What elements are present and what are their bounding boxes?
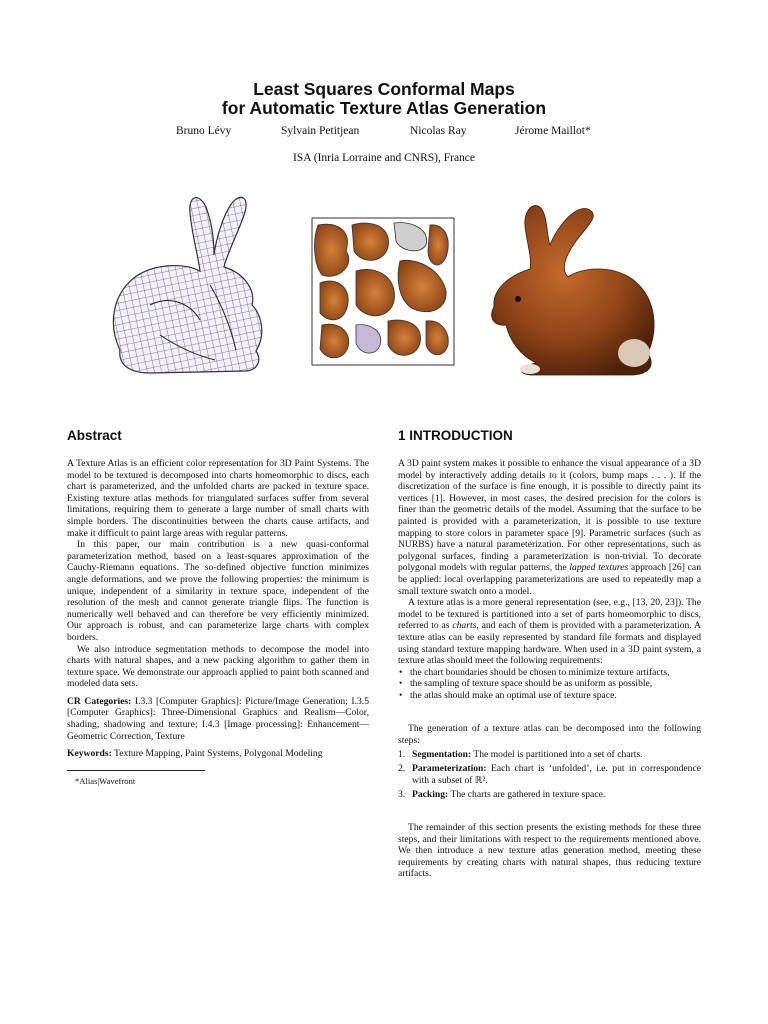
- step-number: 1.: [398, 748, 406, 760]
- intro-heading: 1 INTRODUCTION: [398, 428, 513, 443]
- charts-term: charts: [452, 620, 477, 632]
- intro-paragraph-3: The generation of a texture atlas can be decomposed into the following steps:: [398, 723, 701, 747]
- abstract-paragraph-3: We also introduce segmentation methods to decompose the model into charts with natural shapes, and a new packing algorithm to gather them in texture space. We demonstrate our approach applied to paint both scanned and modeled data sets.: [67, 643, 369, 690]
- footnote: *Alias|Wavefront: [75, 775, 136, 786]
- abstract-paragraph-2: In this paper, our main contribution is a new quasi-conformal parameterization method, based on a least-squares approximation of the Cauchy-Riemann equations. The so-defined objective function minimizes angle deformations, and we prove the following properties: the minimum is unique, independent of a similarity in texture space, independent of the resolution of the mesh and cannot generate triangle flips. The function is numerically well behaved and can therefore be very efficiently minimized. Our approach is robust, and can parameterize large charts with complex borders.: [67, 539, 369, 643]
- left-column: [67, 428, 369, 787]
- list-item: [398, 749, 701, 761]
- lapped-textures-term: lapped textures: [569, 562, 629, 574]
- keywords-text: Texture Mapping, Paint Systems, Polygonal Modeling: [114, 748, 323, 760]
- cr-categories: [67, 696, 369, 742]
- author-3: Nicolas Ray: [410, 125, 467, 137]
- step-label: Packing:: [412, 789, 449, 801]
- intro-p2-text-b: , and each of them is provided with a parameterization. A texture atlas can be easily represented by standard file formats and displayed using standard texture mapping hardware. When used in a 3D paint system, a texture atlas should meet the following requirements:: [398, 620, 701, 667]
- step-number: 3.: [398, 789, 406, 801]
- step-label: Segmentation:: [412, 748, 472, 760]
- requirements-list: [398, 667, 701, 702]
- list-item: • the chart boundaries should be chosen to minimize texture artifacts,: [398, 667, 701, 679]
- title-line-2: for Automatic Texture Atlas Generation: [221, 98, 547, 118]
- author-4: Jérome Maillot*: [515, 125, 591, 137]
- step-label: Parameterization:: [412, 763, 487, 775]
- step-number: 2.: [398, 763, 406, 775]
- author-2: Sylvain Petitjean: [281, 125, 360, 137]
- cr-text: I.3.3 [Computer Graphics]: Picture/Image Generation; I.3.5 [Computer Graphics]: Three-Dimensional Graphics and Realism—Color, shading, shadowing and texture; I.4.3 [Image processing]: Enhancement—Geometric Correction, Texture: [67, 695, 369, 742]
- affiliation: ISA (Inria Lorraine and CNRS), France: [292, 152, 476, 164]
- intro-p1-text-a: A 3D paint system makes it possible to enhance the visual appearance of a 3D model by interactively adding details to it (colors, bump maps . . . ). If the discretization of the surface is fine enough, it is possible to directly paint its vertices [1]. However, in most cases, the desired precision for the colors is finer than the geometric details of the model. Assuming that the surface to be painted is provided with a parameterization, it is possible to use texture mapping to store colors in parameter space [9]. Parametric surfaces (such as NURBS) have a natural parameterization. For other representations, such as polygonal surfaces, finding a parameterization is non-trivial. To decorate polygonal models with regular patterns, the: [398, 458, 701, 574]
- keywords-label: Keywords:: [67, 748, 112, 760]
- gridded-bunny-image: [113, 197, 261, 373]
- steps-list: [398, 749, 701, 801]
- intro-p2-text-a: A texture atlas is a more general representation (see, e.g., [13, 20, 23]). The model to be textured is partitioned into a set of parts homeomorphic to discs, referred to as: [398, 597, 701, 632]
- keywords: [67, 748, 369, 760]
- texture-atlas-image: [312, 218, 454, 365]
- intro-p1-text-b: approach [26] can be applied: local overlapping parameterizations are used to repeatedly map a small texture swatch onto a model.: [398, 562, 701, 597]
- paper-title: [0, 80, 768, 118]
- author-1: Bruno Lévy: [176, 125, 232, 137]
- teaser-figure: [0, 185, 768, 390]
- list-item: [398, 789, 701, 801]
- step-text: The model is partitioned into a set of charts.: [473, 748, 643, 760]
- list-item: [398, 763, 701, 786]
- textured-bunny-image: [492, 206, 654, 375]
- intro-paragraph-1: [398, 458, 701, 597]
- abstract-paragraph-1: A Texture Atlas is an efficient color representation for 3D Paint Systems. The model to be textured is decomposed into charts homeomorphic to discs, each chart is parameterized, and the unfolded charts are packed in texture space. Existing texture atlas methods for triangulated surfaces suffer from several limitations, requiring them to generate a large number of small charts with simple borders. The discontinuities between the charts cause artifacts, and make it difficult to paint large areas with regular patterns.: [67, 458, 369, 539]
- list-item: • the atlas should make an optimal use of texture space.: [398, 690, 701, 702]
- abstract-heading: Abstract: [67, 428, 122, 443]
- title-line-1: Least Squares Conformal Maps: [253, 79, 515, 99]
- intro-paragraph-2: [398, 597, 701, 667]
- footnote-rule: [67, 770, 205, 771]
- cr-label: CR Categories:: [67, 695, 132, 707]
- step-text: The charts are gathered in texture space.: [450, 789, 606, 801]
- intro-paragraph-4: The remainder of this section presents the existing methods for these three steps, and their limitations with respect to the requirements mentioned above. We then introduce a new texture atlas generation method, meeting these requirements by creating charts with natural shapes, thus reducing texture artifacts.: [398, 822, 701, 880]
- right-column: [398, 428, 701, 880]
- step-text: Each chart is ‘unfolded’, i.e. put in correspondence with a subset of ℝ².: [412, 763, 701, 786]
- list-item: • the sampling of texture space should be as uniform as possible,: [398, 678, 701, 690]
